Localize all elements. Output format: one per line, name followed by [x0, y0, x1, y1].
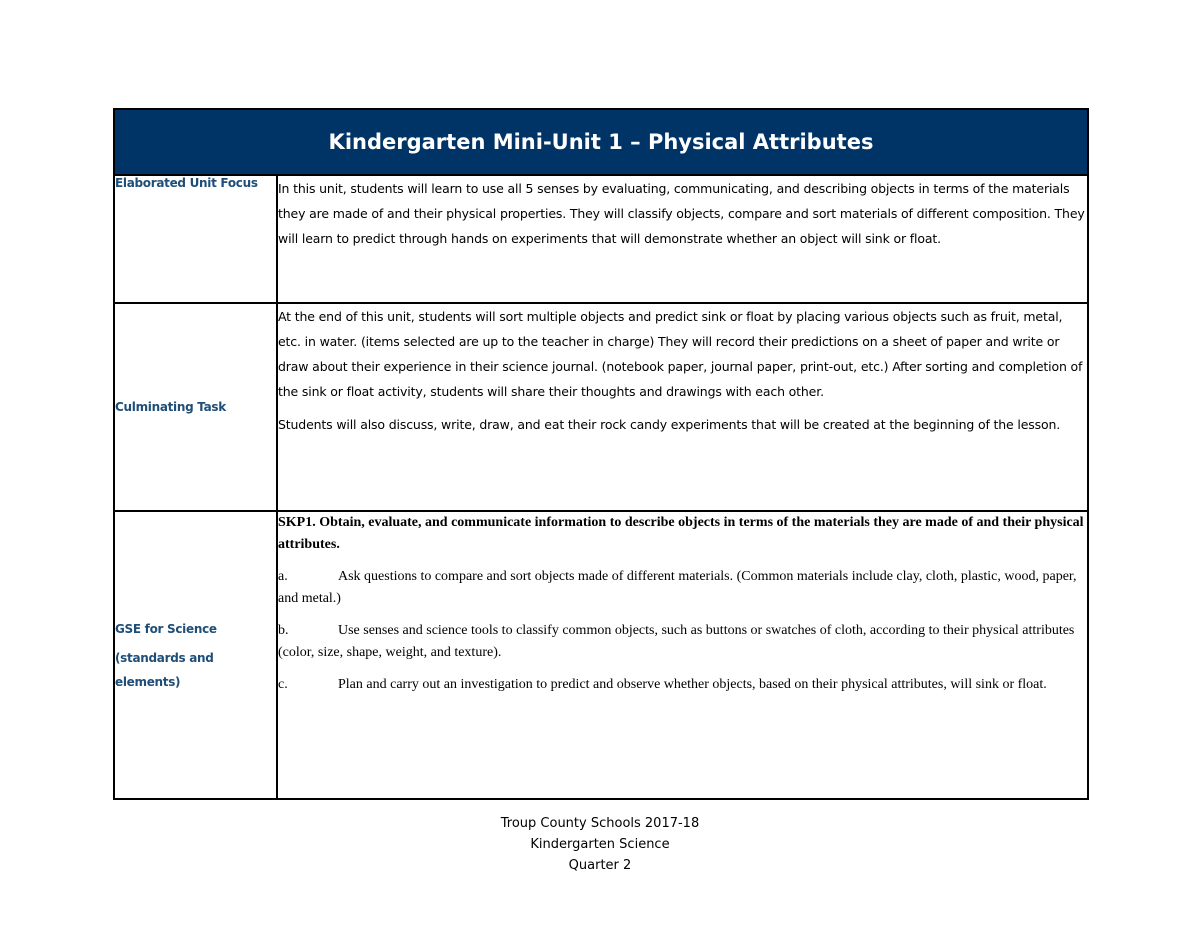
element-b-letter: b. [278, 623, 289, 638]
unit-focus-label: Elaborated Unit Focus [114, 175, 277, 303]
row-culminating-task [114, 303, 1088, 511]
element-a-letter: a. [278, 569, 288, 584]
footer-line-3: Quarter 2 [568, 858, 632, 873]
culminating-task-paragraph-2: Students will also discuss, write, draw, and eat their rock candy experiments that will be created at the beginning of the lesson. [278, 417, 1061, 432]
element-b-text: Use senses and science tools to classify common objects, such as buttons or swatches of cloth, according to their physical attributes (color, size, shape, weight, and texture). [278, 623, 1075, 660]
culminating-task-paragraph-1: At the end of this unit, students will sort multiple objects and predict sink or float by placing various objects such as fruit, metal, etc. in water. (items selected are up to the teacher in charge) They will record their predictions on a sheet of paper and write or draw about their experience in their science journal. (notebook paper, journal paper, print-out, etc.) After sorting and completion of the sink or float activity, students will share their thoughts and drawings with each other. [278, 309, 1083, 399]
gse-label [114, 511, 277, 799]
element-b [278, 620, 1087, 664]
unit-title: Kindergarten Mini-Unit 1 – Physical Attributes [114, 109, 1088, 175]
element-c [278, 674, 1087, 696]
element-c-text: Plan and carry out an investigation to predict and observe whether objects, based on their physical attributes, will sink or float. [338, 677, 1047, 692]
gse-label-line-2: (standards and [115, 650, 214, 665]
gse-label-line-1: GSE for Science [115, 621, 217, 636]
row-unit-focus [114, 175, 1088, 303]
gse-label-line-3: elements) [115, 674, 181, 689]
footer-line-2: Kindergarten Science [530, 837, 670, 852]
unit-table [113, 108, 1089, 800]
element-c-letter: c. [278, 677, 288, 692]
element-a-text: Ask questions to compare and sort objects made of different materials. (Common materials include clay, cloth, plastic, wood, paper, and metal.) [278, 569, 1077, 606]
footer-line-1: Troup County Schools 2017-18 [500, 816, 700, 831]
row-gse-science [114, 511, 1088, 799]
page-footer [0, 813, 1200, 876]
standard-heading: SKP1. Obtain, evaluate, and communicate information to describe objects in terms of the materials they are made of and their physical attributes. [278, 515, 1084, 552]
culminating-task-label: Culminating Task [114, 303, 277, 511]
gse-content [277, 511, 1088, 799]
element-a [278, 566, 1087, 610]
unit-focus-text: In this unit, students will learn to use all 5 senses by evaluating, communicating, and describing objects in terms of the materials they are made of and their physical properties. They will classify objects, compare and sort materials of different composition. They will learn to predict through hands on experiments that will demonstrate whether an object will sink or float. [277, 175, 1088, 303]
culminating-task-content [277, 303, 1088, 511]
